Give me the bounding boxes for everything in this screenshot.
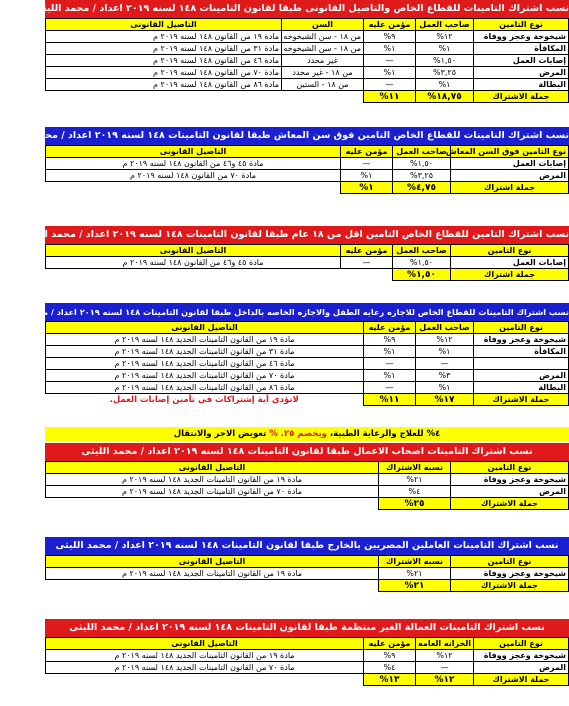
- cell-insured: —: [364, 79, 416, 91]
- header-insured: مؤمن عليه: [341, 245, 393, 257]
- cell-age: من ١٨ - الستين: [282, 79, 364, 91]
- cell-legal: مادة ٣١ من القانون التامينات الجديد ١٤٨ لسنه ٢٠١٩ م: [46, 346, 364, 358]
- cell-rate: ٢١%: [379, 568, 451, 580]
- header-age: السن: [282, 19, 364, 31]
- total-label: جملة الاشتراك: [474, 91, 569, 103]
- cell-rate: ٤%: [379, 486, 451, 498]
- cell-age: غير محدد: [282, 55, 364, 67]
- cell-type: شيخوخة وعجز ووفاة: [451, 568, 569, 580]
- table-header-row: [46, 19, 569, 31]
- header-legal: التاصيل القانونى: [46, 322, 364, 334]
- header-rate: نسبه الاشتراك: [379, 556, 451, 568]
- empty-cell: [46, 498, 379, 510]
- total-row: [46, 269, 569, 281]
- cell-age: من ١٨ - سن الشيخوخه: [282, 31, 364, 43]
- cell-legal: مادة ٨٦ من القانون ١٤٨ لسنه ٢٠١٩ م: [46, 79, 282, 91]
- cell-legal: مادة ٤٥ و٤٦ من القانون ١٤٨ لسنه ٢٠١٩ م: [46, 257, 341, 269]
- cell-type: شيخوخة وعجز ووفاة: [474, 334, 569, 346]
- cell-type: إصابات العمل: [474, 55, 569, 67]
- total-insured: ١١%: [364, 394, 416, 406]
- table-row: [46, 79, 569, 91]
- total-insured: ١%: [341, 182, 393, 194]
- header-type: نوع التامين: [474, 322, 569, 334]
- header-legal: التاصيل القانونى: [46, 556, 379, 568]
- rates-table: [45, 461, 569, 510]
- cell-legal: مادة ٧٠ من القانون ١٤٨ لسنه ٢٠١٩ م: [46, 67, 282, 79]
- table-row: [46, 257, 569, 269]
- total-label: جملة الاشتراك: [474, 674, 569, 686]
- cell-employer: ٣%: [416, 370, 474, 382]
- cell-type: إصابات العمل: [451, 158, 569, 170]
- header-insured: مؤمن عليه: [364, 322, 416, 334]
- table-header-row: [46, 556, 569, 568]
- table-row: [46, 662, 569, 674]
- cell-age: من ١٨ - سن الشيخوخه: [282, 43, 364, 55]
- note-no-work-injury: لاتؤدى أية إشتراكات فى تأمين إصابات العمل.: [109, 394, 299, 405]
- cell-employer: —: [416, 358, 474, 370]
- cell-treasury: —: [416, 662, 474, 674]
- empty-cell: [46, 580, 379, 592]
- total-row: [46, 91, 569, 103]
- cell-insured: ١%: [364, 43, 416, 55]
- header-treasury: الخزانه العامه: [416, 638, 474, 650]
- header-employer: صاحب العمل: [393, 245, 451, 257]
- header-type: نوع التامين: [474, 19, 569, 31]
- total-row: [46, 580, 569, 592]
- cell-employer: ١%: [416, 43, 474, 55]
- total-label: جملة الاشتراك: [451, 580, 569, 592]
- table-header-row: [46, 322, 569, 334]
- rates-table: [45, 18, 569, 103]
- section-under-18: [19, 226, 569, 281]
- rates-table: [45, 244, 569, 281]
- cell-legal: مادة ٧٠ من القانون التامينات الجديد ١٤٨ لسنه ٢٠١٩ م: [46, 486, 379, 498]
- section-title: نسب اشتراك التامينات اصحاب الاعمال طبقا لقانون التامينات ١٤٨ لسنه ٢٠١٩ اعداد / محمد الليثى: [45, 443, 569, 461]
- cell-insured: —: [364, 382, 416, 394]
- cell-legal: مادة ٤٦ من القانون التامينات الجديد ١٤٨ لسنه ٢٠١٩ م: [46, 358, 364, 370]
- cell-type: شيخوخة وعجز ووفاة: [474, 650, 569, 662]
- cell-insured: —: [341, 257, 393, 269]
- section-title: نسب اشتراك التامينات العاملين المصريين بالخارج طبقا لقانون التامينات ١٤٨ لسنه ٢٠١٩ اعداد / محمد الليثى: [45, 537, 569, 555]
- header-legal: التاصيل القانونى: [46, 462, 379, 474]
- cell-insured: ١%: [364, 346, 416, 358]
- header-type: نوع التامين فوق السن المعاش: [451, 146, 569, 158]
- cell-insured: —: [364, 358, 416, 370]
- cell-legal: مادة ٤٥ و٤٦ من القانون ١٤٨ لسنه ٢٠١٩ م: [46, 158, 341, 170]
- table-row: [46, 334, 569, 346]
- header-insured: مؤمن عليه: [364, 638, 416, 650]
- cell-type: المكافأة: [474, 43, 569, 55]
- section-childcare-leave: [0, 303, 569, 406]
- cell-type: المرض: [451, 170, 569, 182]
- cell-type: البطالة: [474, 79, 569, 91]
- header-employer: صاحب العمل: [393, 146, 451, 158]
- header-type: نوع التامين: [451, 556, 569, 568]
- cell-insured: ٩%: [364, 31, 416, 43]
- total-row: [46, 182, 569, 194]
- cell-treasury: ١٢%: [416, 650, 474, 662]
- cell-insured: ١%: [364, 370, 416, 382]
- header-employer: صاحب العمل: [416, 19, 474, 31]
- total-rate: ٢١%: [379, 580, 451, 592]
- header-type: نوع التامين: [451, 462, 569, 474]
- cell-legal: مادة ١٩ من القانون التامينات الجديد ١٤٨ لسنه ٢٠١٩ م: [46, 474, 379, 486]
- section-title: نسب اشتراك التامينات للقطاع الخاص للاجازه رعايه الطفل والاجازه الخاصه بالداخل طبقا لقانون التامينات ١٤٨ لسنه ٢٠١٩ اعداد / محمد الليثى: [45, 303, 569, 321]
- cell-insured: ٤%: [364, 662, 416, 674]
- section-title: نسب اشتراك التامينات للقطاع الخاص والتاصيل القانونى طبقا لقانون التامينات ١٤٨ لسنه ٢٠١٩ اعداد / محمد الليثى: [45, 0, 569, 18]
- section-employers: [45, 443, 569, 510]
- cell-insured: ١%: [364, 67, 416, 79]
- table-row: [46, 474, 569, 486]
- cell-type: شيخوخة وعجز ووفاة: [451, 474, 569, 486]
- table-header-row: [46, 245, 569, 257]
- total-employer: ١,٥٠%: [393, 269, 451, 281]
- cell-type: المرض: [474, 662, 569, 674]
- total-row: [46, 498, 569, 510]
- note-medical-care: [45, 427, 569, 441]
- section-egyptians-abroad: [45, 537, 569, 592]
- total-employer: ٤,٧٥%: [393, 182, 451, 194]
- note-part-b: ويخصم ٢٥. %: [269, 429, 327, 439]
- cell-employer: ١%: [416, 346, 474, 358]
- cell-type: إصابات العمل: [451, 257, 569, 269]
- empty-cell: [46, 91, 364, 103]
- cell-type: المرض: [451, 486, 569, 498]
- empty-cell: [46, 269, 393, 281]
- cell-insured: —: [364, 55, 416, 67]
- cell-insured: —: [341, 158, 393, 170]
- section-private-sector: [33, 0, 569, 103]
- rates-table: [45, 555, 569, 592]
- header-legal: التاصيل القانونى: [46, 19, 282, 31]
- table-row: [46, 358, 569, 370]
- cell-type: [474, 358, 569, 370]
- table-row: [46, 370, 569, 382]
- cell-legal: مادة ٨٦ من القانون التامينات الجديد ١٤٨ لسنه ٢٠١٩ م: [46, 382, 364, 394]
- header-type: نوع التامين: [451, 245, 569, 257]
- cell-age: من ١٨ - غير محدد: [282, 67, 364, 79]
- empty-cell: [46, 674, 364, 686]
- table-row: [46, 158, 569, 170]
- total-row: [46, 394, 569, 406]
- section-title: نسب اشتراك التامينات العمالة الغير منتظمة طبقا لقانون التامينات ١٤٨ لسنه ٢٠١٩ اعداد / محمد الليثى: [45, 619, 569, 637]
- header-legal: التاصيل القانونى: [46, 245, 341, 257]
- header-type: نوع التامين: [474, 638, 569, 650]
- cell-employer: ١%: [416, 382, 474, 394]
- table-row: [46, 43, 569, 55]
- table-row: [46, 170, 569, 182]
- cell-legal: مادة ١٩ من القانون التامينات الجديد ١٤٨ لسنه ٢٠١٩ م: [46, 650, 364, 662]
- total-employer: ١٨,٧٥%: [416, 91, 474, 103]
- cell-insured: ٩%: [364, 334, 416, 346]
- cell-type: المرض: [474, 370, 569, 382]
- total-rate: ٢٥%: [379, 498, 451, 510]
- rates-table: [45, 637, 569, 686]
- cell-type: المكافأة: [474, 346, 569, 358]
- cell-employer: ١,٥٠%: [393, 257, 451, 269]
- table-header-row: [46, 638, 569, 650]
- total-label: جملة الاشتراك: [474, 394, 569, 406]
- cell-type: البطالة: [474, 382, 569, 394]
- cell-employer: ١٢%: [416, 31, 474, 43]
- total-insured: ١١%: [364, 91, 416, 103]
- cell-legal: مادة ٣١ من القانون ١٤٨ لسنه ٢٠١٩ م: [46, 43, 282, 55]
- note-part-c: تعويض الاجر والانتقال: [173, 429, 267, 439]
- section-title: نسب اشتراك التامينات للقطاع الخاص التامين فوق سن المعاش طبقا لقانون التامينات ١٤٨ لسنه ٢٠١٩ اعداد / محمد الليثى: [45, 127, 569, 145]
- table-row: [46, 55, 569, 67]
- table-header-row: [46, 146, 569, 158]
- table-row: [46, 486, 569, 498]
- cell-type: المرض: [474, 67, 569, 79]
- rates-table: [45, 321, 569, 406]
- cell-legal: مادة ١٩ من القانون التامينات الجديد ١٤٨ لسنه ٢٠١٩ م: [46, 334, 364, 346]
- cell-legal: مادة ١٩ من القانون التامينات الجديد ١٤٨ لسنه ٢٠١٩ م: [46, 568, 379, 580]
- cell-employer: ١,٥٠%: [416, 55, 474, 67]
- header-rate: نسبه الاشتراك: [379, 462, 451, 474]
- total-label: جملة الاشتراك: [451, 498, 569, 510]
- section-title: نسب اشتراك التامين للقطاع الخاص التامين اقل من ١٨ عام طبقا لقانون التامينات ١٤٨ لسنه ٢٠١٩ اعداد / محمد الليثى: [45, 226, 569, 244]
- cell-employer: ٣,٢٥%: [416, 67, 474, 79]
- table-row: [46, 568, 569, 580]
- cell-employer: ١٢%: [416, 334, 474, 346]
- total-label: جملة اشتراك: [451, 182, 569, 194]
- empty-cell: [46, 182, 341, 194]
- header-employer: صاحب العمل: [416, 322, 474, 334]
- cell-type: شيخوخة وعجز ووفاة: [474, 31, 569, 43]
- header-insured: مؤمن عليه: [341, 146, 393, 158]
- header-insured: مؤمن عليه: [364, 19, 416, 31]
- cell-legal: مادة ٧٠ من القانون التامينات الجديد ١٤٨ لسنه ٢٠١٩ م: [46, 370, 364, 382]
- total-row: [46, 674, 569, 686]
- header-legal: التاصيل القانونى: [46, 638, 364, 650]
- cell-rate: ٢١%: [379, 474, 451, 486]
- cell-insured: ١%: [341, 170, 393, 182]
- note-part-a: ٤% للعلاج والرعاية الطبية،: [329, 429, 441, 439]
- total-insured: ١٣%: [364, 674, 416, 686]
- header-legal: التاصيل القانونى: [46, 146, 341, 158]
- table-row: [46, 650, 569, 662]
- table-row: [46, 31, 569, 43]
- rates-table: [45, 145, 569, 194]
- table-row: [46, 67, 569, 79]
- cell-employer: ١%: [416, 79, 474, 91]
- section-irregular-workers: [45, 619, 569, 686]
- cell-legal: مادة ١٩ من القانون ١٤٨ لسنه ٢٠١٩ م: [46, 31, 282, 43]
- cell-employer: ١,٥٠%: [393, 158, 451, 170]
- cell-legal: مادة ٤٦ من القانون ١٤٨ لسنه ٢٠١٩ م: [46, 55, 282, 67]
- table-header-row: [46, 462, 569, 474]
- cell-legal: مادة ٧٠ من القانون التامينات الجديد ١٤٨ لسنه ٢٠١٩ م: [46, 662, 364, 674]
- total-treasury: ١٢%: [416, 674, 474, 686]
- cell-insured: ٩%: [364, 650, 416, 662]
- cell-employer: ٣,٢٥%: [393, 170, 451, 182]
- total-employer: ١٧%: [416, 394, 474, 406]
- total-label: جملة اشتراك: [451, 269, 569, 281]
- section-over-retirement-age: [1, 127, 569, 194]
- table-row: [46, 382, 569, 394]
- table-row: [46, 346, 569, 358]
- cell-legal: مادة ٧٠ من القانون ١٤٨ لسنه ٢٠١٩ م: [46, 170, 341, 182]
